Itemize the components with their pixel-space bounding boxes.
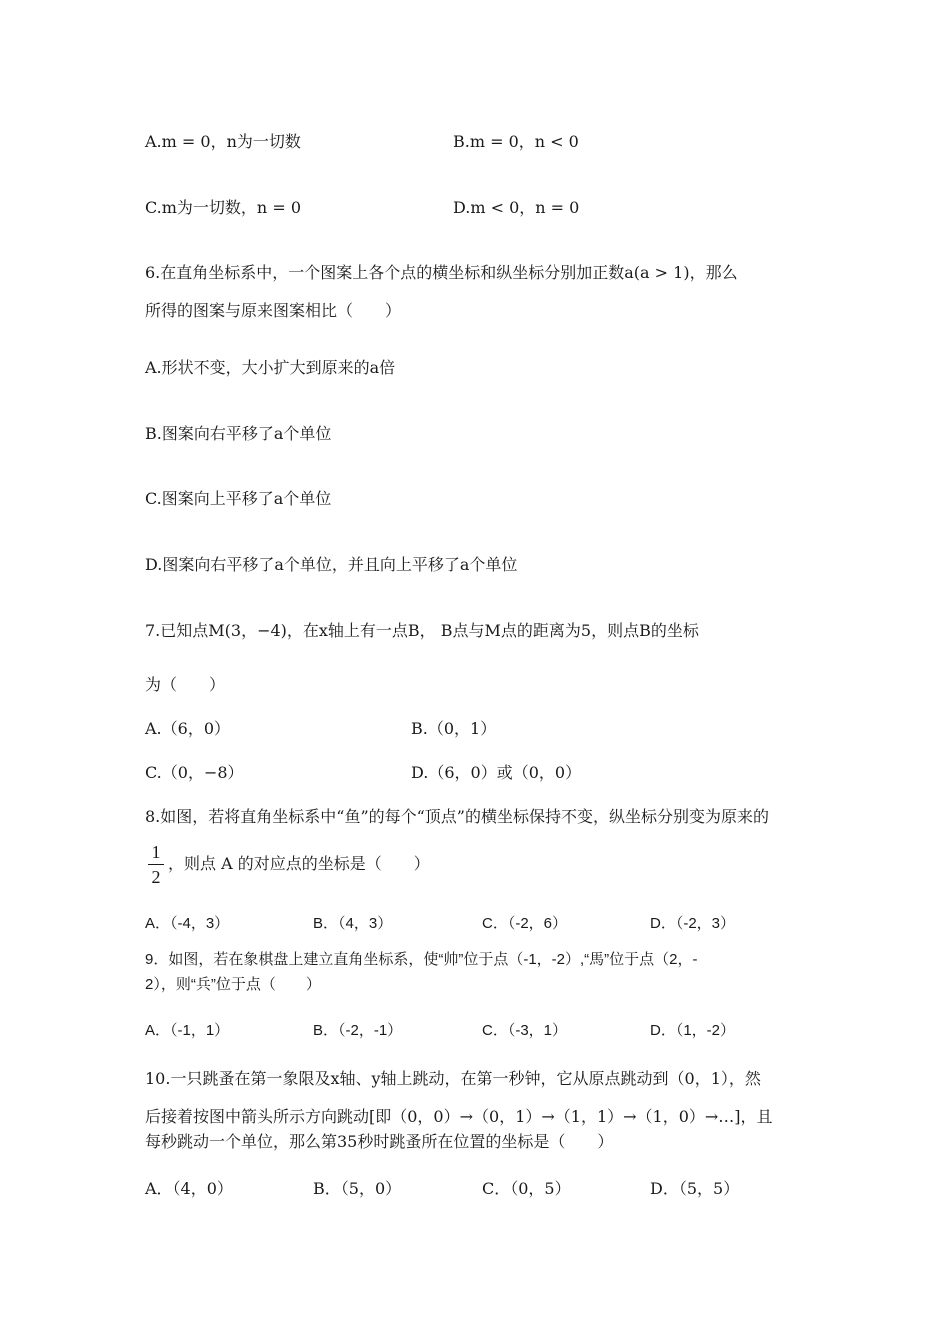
q10-option-b: B．（5，0） [313,1179,402,1198]
q5-option-b: B.m = 0，n < 0 [453,132,579,151]
q8-option-b: B．（4，3） [313,915,393,932]
q6-option-a: A.形状不变，大小扩大到原来的a倍 [145,358,396,377]
q8-option-c: C．（-2，6） [482,915,568,932]
q10-option-a: A．（4，0） [145,1179,233,1198]
q9-option-c: C．（-3，1） [482,1022,568,1039]
q5-option-a: A.m = 0，n为一切数 [145,132,301,151]
q9-option-d: D．（1，-2） [650,1022,736,1039]
q7-option-b: B.（0，1） [411,719,497,738]
q6-stem-line2: 所得的图案与原来图案相比（ ） [145,301,402,320]
q5-option-d: D.m < 0，n = 0 [453,198,580,217]
q10-stem-line2: 后接着按图中箭头所示方向跳动[即（0，0）→（0，1）→（1，1）→（1，0）→…]，且 [145,1107,773,1126]
q9-option-a: A．（-1，1） [145,1022,230,1039]
q9-stem-line1: 9．如图，若在象棋盘上建立直角坐标系，使“帅”位于点（-1，-2）,“馬”位于点（2，- [145,951,698,968]
q7-option-d: D.（6，0）或（0，0） [411,763,582,782]
q7-stem-line1: 7.已知点M(3，−4)，在x轴上有一点B， B点与M点的距离为5，则点B的坐标 [145,621,699,640]
q8-stem-line1: 8.如图，若将直角坐标系中“鱼”的每个“顶点”的横坐标保持不变，纵坐标分别变为原来的 [145,807,769,826]
q10-stem-line1: 10.一只跳蚤在第一象限及x轴、y轴上跳动，在第一秒钟，它从原点跳动到（0，1），然 [145,1069,761,1088]
q10-stem-line3: 每秒跳动一个单位，那么第35秒时跳蚤所在位置的坐标是（ ） [145,1132,614,1151]
q7-stem-line2: 为（ ） [145,675,226,694]
q6-option-d: D.图案向右平移了a个单位，并且向上平移了a个单位 [145,555,518,574]
q6-stem-line1: 6.在直角坐标系中，一个图案上各个点的横坐标和纵坐标分别加正数a(a > 1)，那么 [145,263,738,282]
q9-option-b: B．（-2，-1） [313,1022,403,1039]
q8-option-d: D．（-2，3） [650,915,736,932]
q8-fraction-bar [148,864,164,865]
q7-option-c: C.（0，−8） [145,763,244,782]
q8-fraction-denominator: 2 [151,867,161,887]
q5-option-c: C.m为一切数，n = 0 [145,198,301,217]
q8-stem-line2: ，则点 A 的对应点的坐标是（ ） [168,854,430,873]
q9-stem-line2: 2），则“兵”位于点（ ） [145,976,321,993]
q8-option-a: A．（-4，3） [145,915,230,932]
q6-option-b: B.图案向右平移了a个单位 [145,424,332,443]
q8-fraction [148,842,164,887]
q8-fraction-numerator: 1 [151,842,161,862]
q6-option-c: C.图案向上平移了a个单位 [145,489,332,508]
q10-option-d: D．（5，5） [650,1179,740,1198]
q10-option-c: C．（0，5） [482,1179,571,1198]
q7-option-a: A.（6，0） [145,719,231,738]
